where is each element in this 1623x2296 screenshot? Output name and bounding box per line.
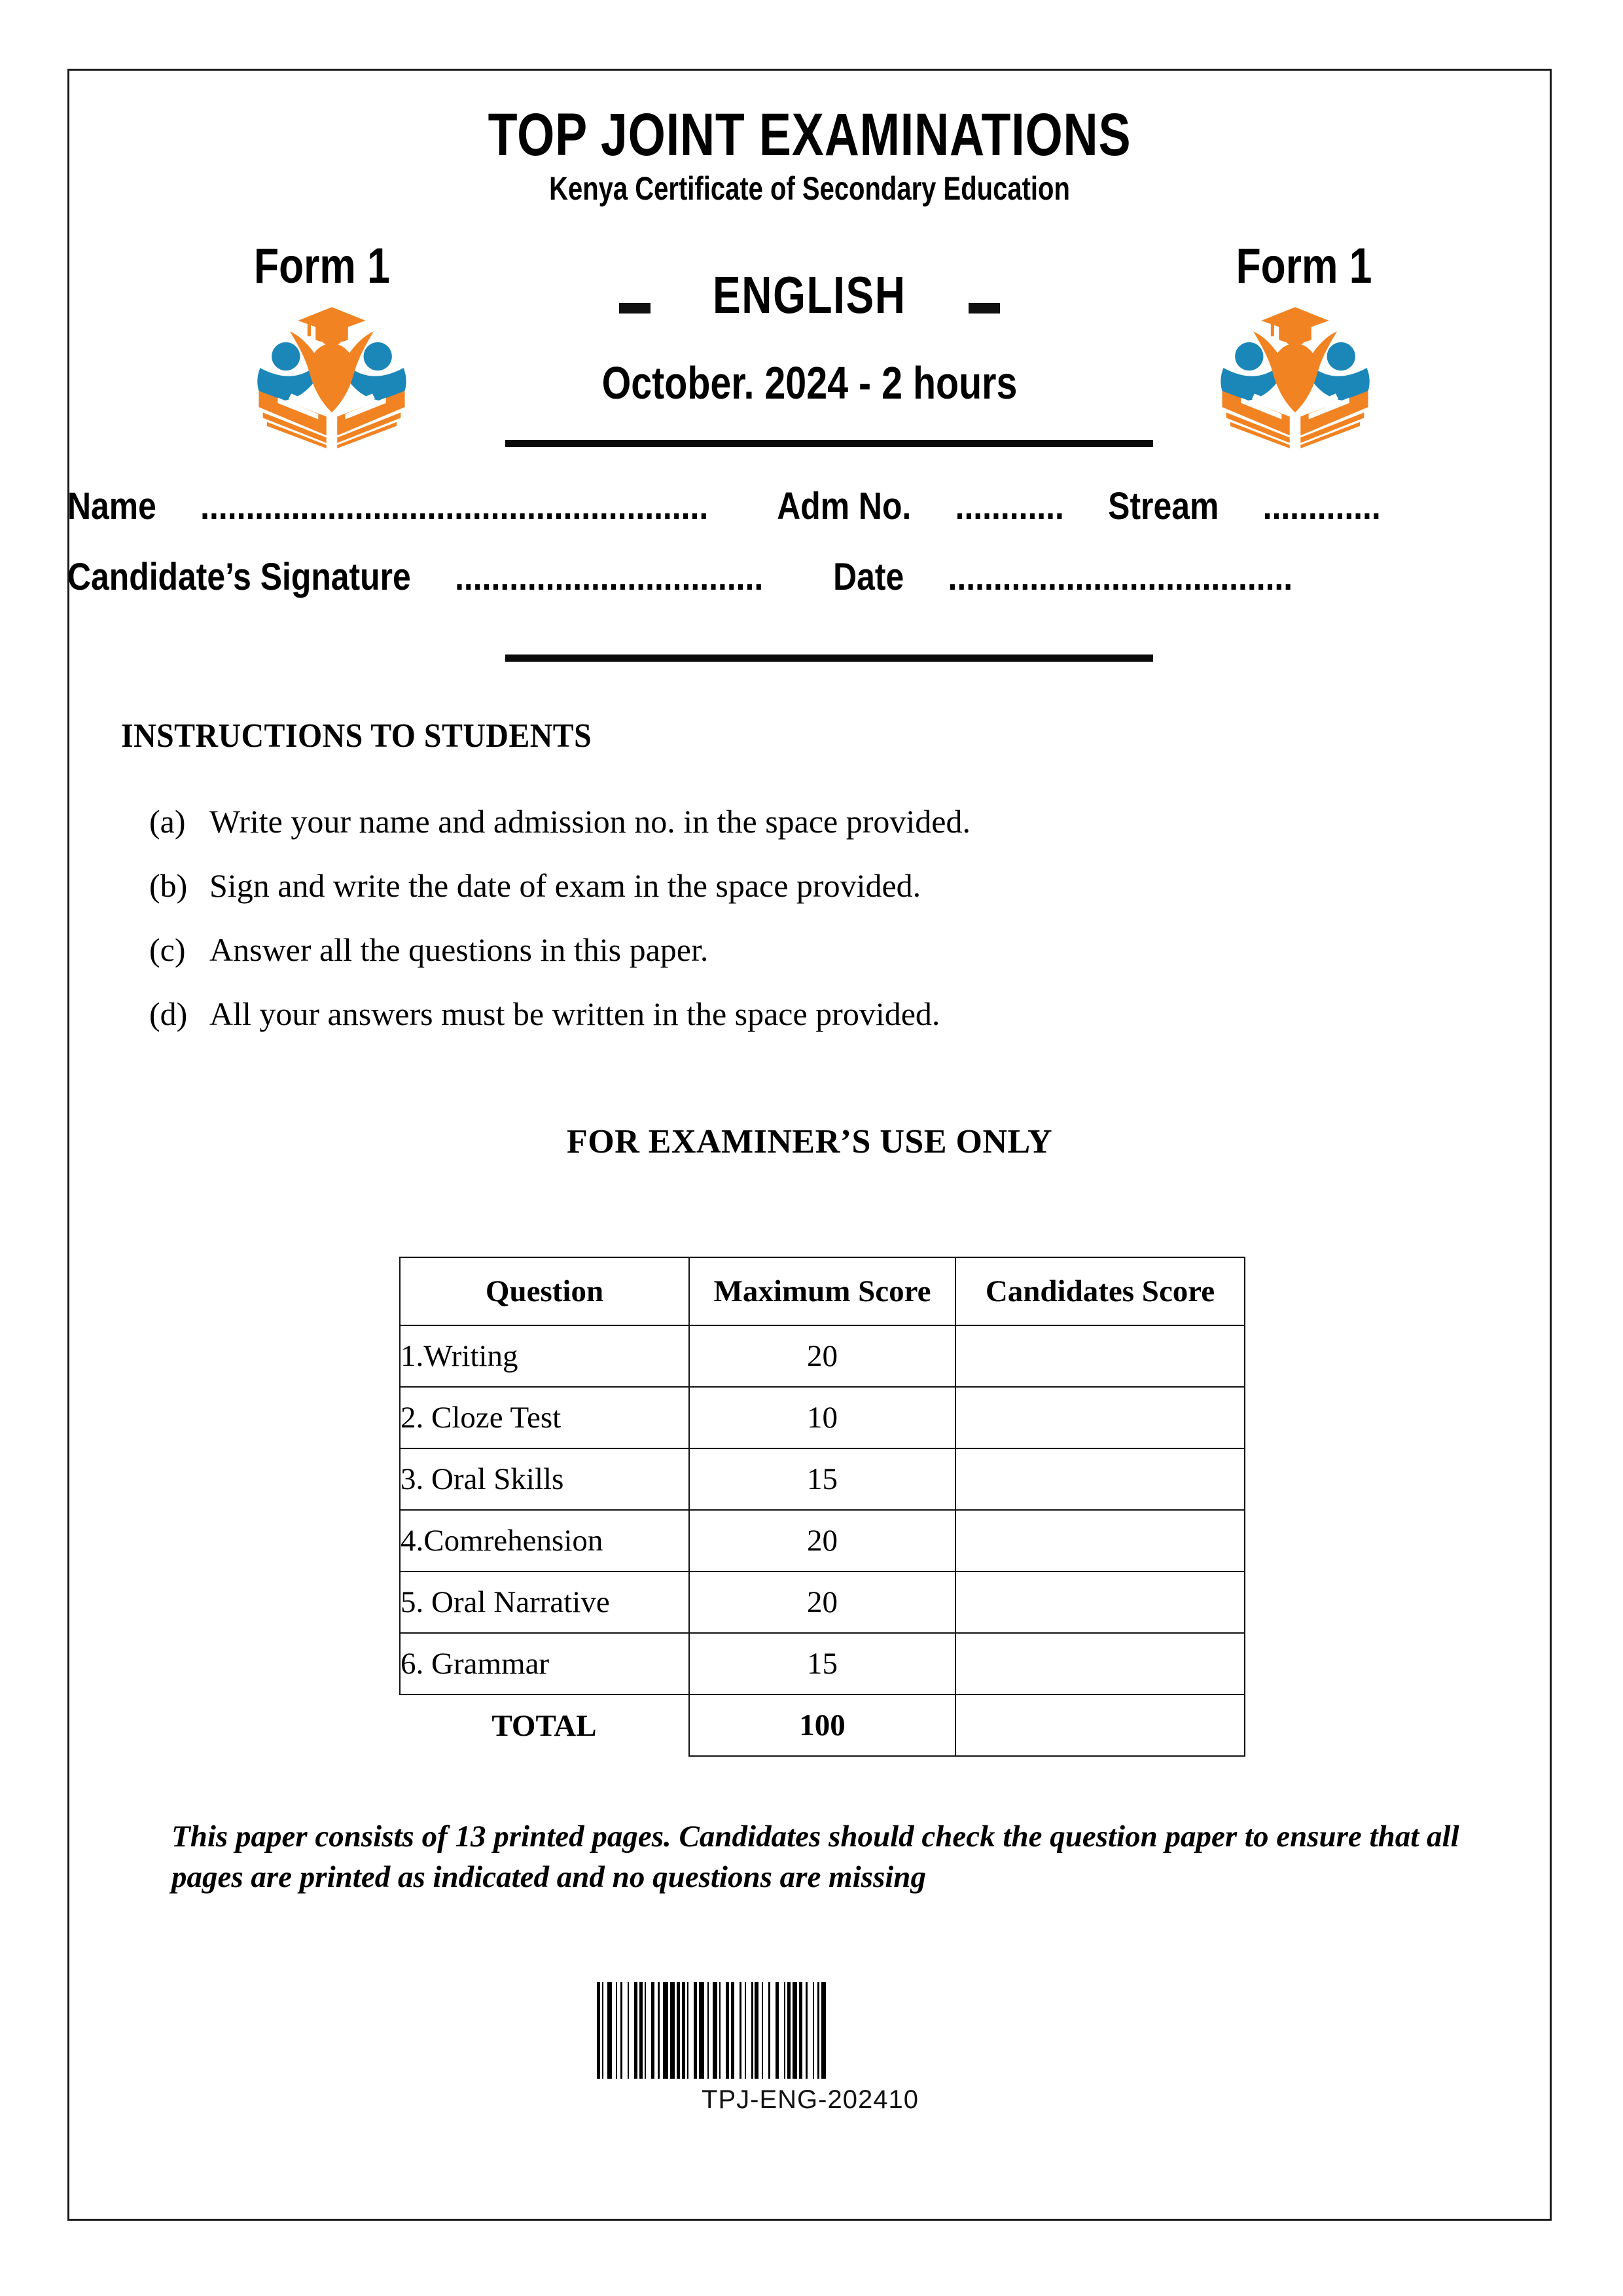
table-row <box>400 1448 1245 1510</box>
question-label: 2. Cloze Test <box>400 1387 689 1448</box>
candidate-score-field[interactable] <box>955 1325 1245 1387</box>
examiner-use-heading: FOR EXAMINER’S USE ONLY <box>566 1123 1052 1160</box>
date-label: Date <box>833 556 904 598</box>
table-row <box>400 1387 1245 1448</box>
column-header-candidate-score: Candidates Score <box>955 1257 1245 1325</box>
header-rule-top <box>505 440 1153 447</box>
candidate-fields <box>67 484 1552 626</box>
adm-no-label: Adm No. <box>777 485 912 528</box>
stream-input-dots[interactable]: ............. <box>1262 485 1381 528</box>
candidate-score-field[interactable] <box>955 1633 1245 1695</box>
candidate-score-field[interactable] <box>955 1571 1245 1633</box>
table-row <box>400 1510 1245 1571</box>
table-row <box>400 1571 1245 1633</box>
question-label: 1.Writing <box>400 1325 689 1387</box>
subject-name: ENGLISH <box>713 266 906 324</box>
name-input-dots[interactable]: ........................................................ <box>200 485 709 528</box>
question-label: 4.Comrehension <box>400 1510 689 1571</box>
barcode-label: TPJ-ENG-202410 <box>702 2085 919 2114</box>
instructions-list <box>149 805 1393 1062</box>
table-header-row <box>400 1257 1245 1325</box>
date-input-dots[interactable]: ...................................... <box>948 556 1293 598</box>
header-rule-bottom <box>505 655 1153 662</box>
signature-label: Candidate’s Signature <box>67 556 411 598</box>
total-label: TOTAL <box>400 1695 689 1756</box>
instruction-text: Sign and write the date of exam in the space provided. <box>209 867 921 904</box>
exam-session: October. 2024 - 2 hours <box>601 357 1018 408</box>
column-header-question: Question <box>400 1257 689 1325</box>
total-candidate-score-field[interactable] <box>955 1695 1245 1756</box>
instruction-text: All your answers must be written in the space provided. <box>209 996 940 1032</box>
total-maximum-score: 100 <box>689 1695 955 1756</box>
examiner-marks-table <box>399 1257 1245 1757</box>
maximum-score: 20 <box>689 1571 955 1633</box>
question-label: 5. Oral Narrative <box>400 1571 689 1633</box>
instruction-marker: (b) <box>149 867 188 904</box>
adm-no-input-dots[interactable]: ............ <box>955 485 1064 528</box>
table-row <box>400 1325 1245 1387</box>
candidate-score-field[interactable] <box>955 1387 1245 1448</box>
list-item <box>149 805 1393 838</box>
maximum-score: 15 <box>689 1448 955 1510</box>
page-count-note: This paper consists of 13 printed pages. Candidates should check the question paper to ensure that all pages are printed as indicated and no questions are missing <box>171 1820 1459 1895</box>
name-label: Name <box>67 485 156 528</box>
dash-left-icon <box>619 303 651 314</box>
maximum-score: 20 <box>689 1510 955 1571</box>
question-label: 3. Oral Skills <box>400 1448 689 1510</box>
question-label: 6. Grammar <box>400 1633 689 1695</box>
subject-band <box>67 232 1552 448</box>
masthead <box>67 101 1552 207</box>
barcode-bars <box>597 1982 1024 2079</box>
candidate-name-row <box>67 484 1381 555</box>
maximum-score: 20 <box>689 1325 955 1387</box>
school-logo-right-icon <box>1214 303 1376 448</box>
instruction-marker: (c) <box>149 931 186 968</box>
list-item <box>149 933 1393 966</box>
candidate-score-field[interactable] <box>955 1448 1245 1510</box>
exam-board-title: TOP JOINT EXAMINATIONS <box>488 101 1132 168</box>
table-row-total <box>400 1695 1245 1756</box>
instruction-marker: (d) <box>149 996 188 1032</box>
candidate-score-field[interactable] <box>955 1510 1245 1571</box>
column-header-maximum-score: Maximum Score <box>689 1257 955 1325</box>
list-item <box>149 997 1393 1030</box>
instruction-marker: (a) <box>149 803 186 840</box>
instructions-heading: INSTRUCTIONS TO STUDENTS <box>121 717 592 755</box>
form-level-right: Form 1 <box>1236 238 1372 294</box>
candidate-signature-row <box>67 555 1344 626</box>
instruction-text: Write your name and admission no. in the space provided. <box>209 803 971 840</box>
instruction-text: Answer all the questions in this paper. <box>209 931 709 968</box>
certificate-subtitle: Kenya Certificate of Secondary Education <box>549 170 1070 207</box>
stream-label: Stream <box>1108 485 1219 528</box>
school-logo-left-icon <box>251 303 413 448</box>
signature-input-dots[interactable]: .................................. <box>455 556 764 598</box>
maximum-score: 15 <box>689 1633 955 1695</box>
dash-right-icon <box>969 303 1000 314</box>
list-item <box>149 869 1393 902</box>
maximum-score: 10 <box>689 1387 955 1448</box>
barcode <box>597 1982 1024 2115</box>
form-level-left: Form 1 <box>254 238 390 294</box>
table-row <box>400 1633 1245 1695</box>
